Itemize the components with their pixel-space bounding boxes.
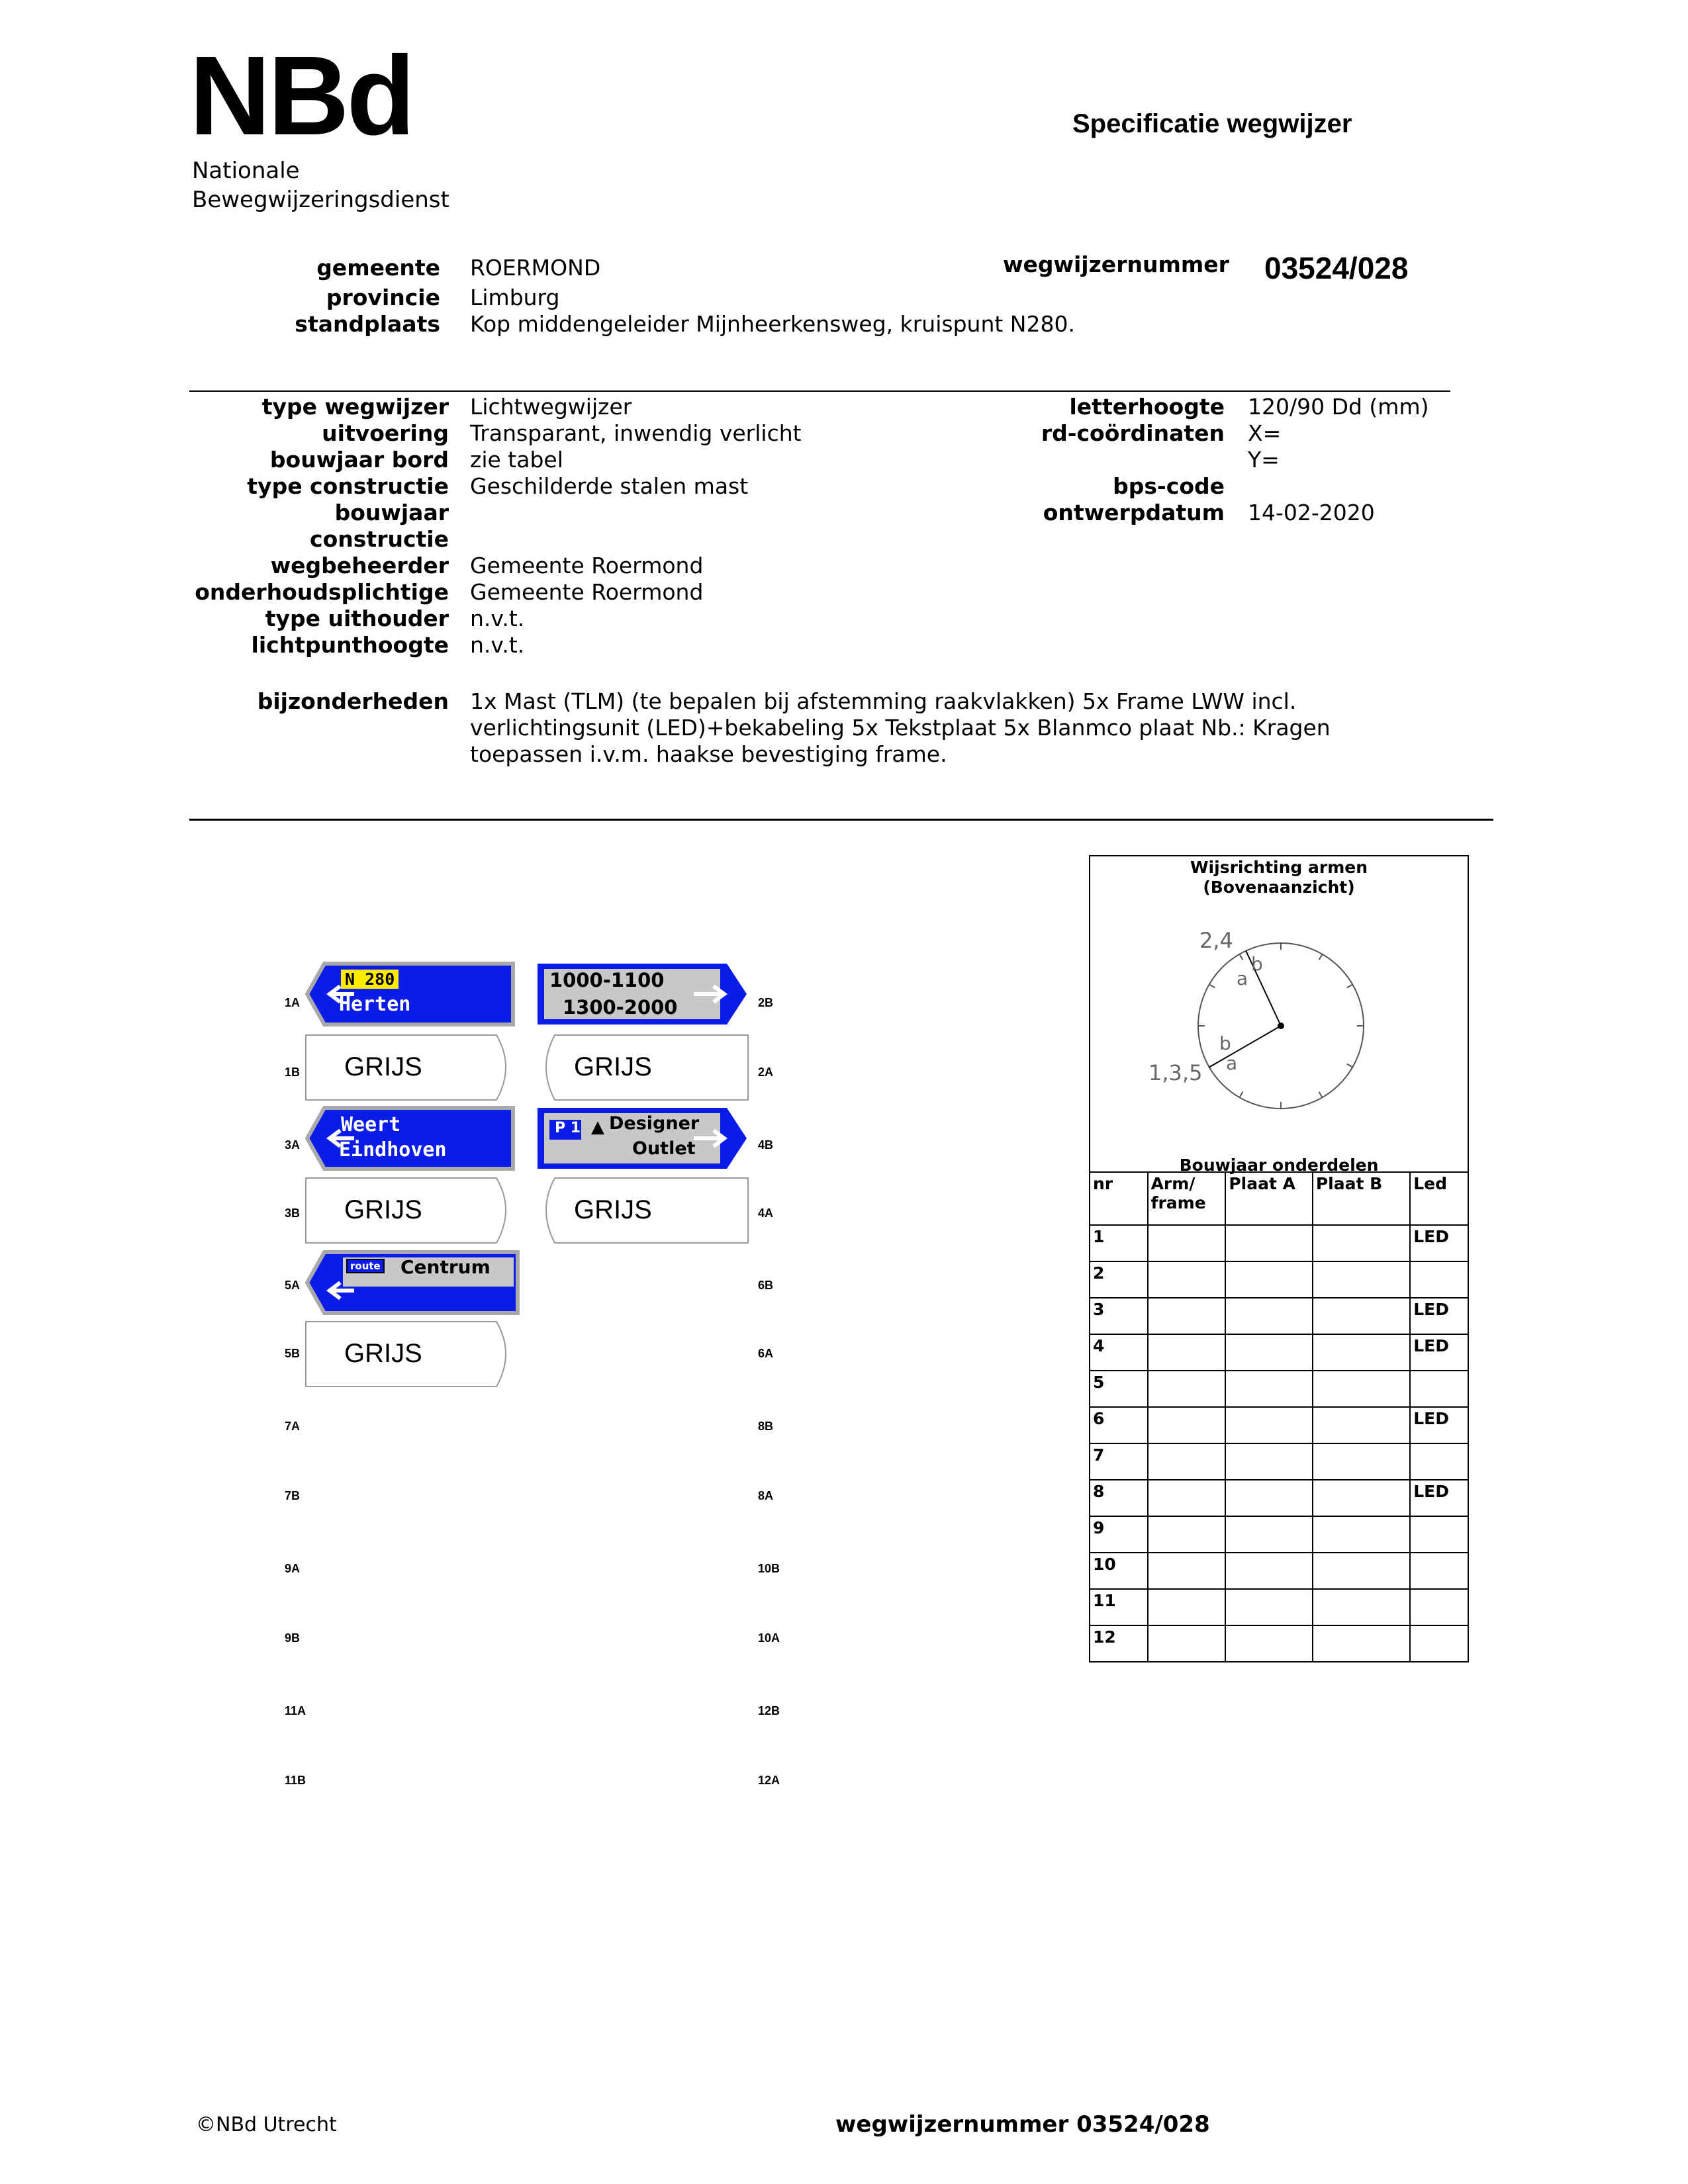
compass-tick — [1319, 954, 1323, 960]
gemeente-label: gemeente — [316, 255, 440, 281]
cell-plaat-b — [1313, 1261, 1410, 1298]
sign-row-label-left: 9B — [285, 1631, 301, 1645]
sign-2b-line-1: 1000-1100 — [549, 969, 665, 991]
table-row — [1090, 1225, 1468, 1261]
col-arm-frame: Arm/ frame — [1148, 1172, 1226, 1225]
bouwjaar-constructie-label-1: bouwjaar — [334, 500, 449, 525]
arm-bottom-a: a — [1226, 1052, 1238, 1074]
sign-row-label-left: 5A — [285, 1279, 301, 1292]
col-plaat-a: Plaat A — [1225, 1172, 1313, 1225]
cell-plaat-a — [1225, 1625, 1313, 1662]
sign-row-label-right: 12B — [758, 1704, 780, 1717]
cell-plaat-a — [1225, 1516, 1313, 1553]
cell-led — [1410, 1625, 1468, 1662]
arm-bottom-b: b — [1219, 1032, 1231, 1054]
footer-wegwijzernummer: wegwijzernummer 03524/028 — [835, 2111, 1210, 2138]
letterhoogte-label: letterhoogte — [1069, 394, 1225, 420]
cell-arm-frame — [1148, 1261, 1226, 1298]
bijzonderheden-line-2: verlichtingsunit (LED)+bekabeling 5x Tekstplaat 5x Blanmco plaat Nb.: Kragen — [470, 715, 1331, 741]
cell-nr: 3 — [1090, 1298, 1148, 1334]
type-uithouder-value: n.v.t. — [470, 606, 525, 631]
rd-coordinaten-label: rd-coördinaten — [1041, 420, 1225, 446]
sign-4b-parking-badge: P 1 — [555, 1120, 581, 1136]
tree-icon: ▲ — [591, 1117, 604, 1137]
cell-nr: 12 — [1090, 1625, 1148, 1662]
sign-row-label-left: 11B — [285, 1774, 306, 1787]
arm-top-b: b — [1251, 953, 1263, 975]
cell-led: LED — [1410, 1407, 1468, 1443]
sign-row-label-right: 2A — [758, 1066, 774, 1079]
type-uithouder-label: type uithouder — [265, 606, 449, 631]
sign-2a-text: GRIJS — [574, 1052, 652, 1081]
cell-arm-frame — [1148, 1625, 1226, 1662]
ontwerpdatum-value: 14-02-2020 — [1248, 500, 1375, 525]
sign-row-label-left: 5B — [285, 1347, 301, 1360]
sign-row-label-left: 7B — [285, 1489, 301, 1502]
sign-row-label-left: 1A — [285, 996, 301, 1009]
bijzonderheden-label: bijzonderheden — [257, 688, 449, 714]
standplaats-label: standplaats — [295, 311, 440, 337]
cell-arm-frame — [1148, 1225, 1226, 1261]
compass-label-top: 2,4 — [1199, 928, 1233, 953]
rd-x-value: X= — [1248, 420, 1282, 446]
cell-led — [1410, 1261, 1468, 1298]
cell-arm-frame — [1148, 1298, 1226, 1334]
onderhoudsplichtige-label: onderhoudsplichtige — [195, 579, 449, 605]
sign-3b-text: GRIJS — [344, 1195, 422, 1224]
cell-nr: 4 — [1090, 1334, 1148, 1371]
sign-row-label-left: 3B — [285, 1206, 301, 1220]
sign-row-label-right: 2B — [758, 996, 774, 1009]
cell-plaat-b — [1313, 1407, 1410, 1443]
col-led: Led — [1410, 1172, 1468, 1225]
cell-arm-frame — [1148, 1407, 1226, 1443]
bijzonderheden-line-1: 1x Mast (TLM) (te bepalen bij afstemming raakvlakken) 5x Frame LWW incl. — [470, 688, 1297, 714]
cell-plaat-b — [1313, 1371, 1410, 1407]
table-row — [1090, 1553, 1468, 1589]
letterhoogte-value: 120/90 Dd (mm) — [1248, 394, 1429, 420]
wegwijzernummer-label: wegwijzernummer — [1003, 251, 1229, 277]
bouwjaar-constructie-label-2: constructie — [310, 526, 449, 552]
sign-1b-text: GRIJS — [344, 1052, 422, 1081]
wijsrichting-subtitle: (Bovenaanzicht) — [1203, 878, 1355, 897]
cell-plaat-a — [1225, 1407, 1313, 1443]
bijzonderheden-line-3: toepassen i.v.m. haakse bevestiging frame. — [470, 741, 947, 767]
sign-row-label-right: 4A — [758, 1206, 774, 1220]
compass-tick — [1347, 1064, 1353, 1068]
cell-led — [1410, 1371, 1468, 1407]
cell-plaat-b — [1313, 1625, 1410, 1662]
cell-led — [1410, 1516, 1468, 1553]
bouwjaar-header-row — [1090, 1172, 1468, 1225]
cell-nr: 9 — [1090, 1516, 1148, 1553]
sign-5a-route-badge: route — [346, 1259, 385, 1273]
wegbeheerder-value: Gemeente Roermond — [470, 553, 704, 578]
cell-plaat-a — [1225, 1298, 1313, 1334]
sign-row-label-right: 12A — [758, 1774, 780, 1787]
bouwjaar-table — [1089, 1171, 1469, 1662]
sign-3a-line-2: Eindhoven — [339, 1138, 447, 1161]
sign-4b-line-2: Outlet — [632, 1138, 696, 1159]
sign-row-label-right: 6A — [758, 1347, 774, 1360]
cell-arm-frame — [1148, 1371, 1226, 1407]
table-row — [1090, 1407, 1468, 1443]
cell-plaat-a — [1225, 1261, 1313, 1298]
cell-nr: 11 — [1090, 1589, 1148, 1625]
uitvoering-label: uitvoering — [322, 420, 449, 446]
cell-nr: 7 — [1090, 1443, 1148, 1480]
provincie-label: provincie — [326, 285, 440, 310]
cell-plaat-a — [1225, 1480, 1313, 1516]
bps-code-label: bps-code — [1113, 473, 1225, 499]
cell-plaat-b — [1313, 1516, 1410, 1553]
wegwijzernummer-value: 03524/028 — [1264, 251, 1409, 285]
logo-subtitle-1: Nationale — [192, 158, 300, 184]
table-row — [1090, 1261, 1468, 1298]
table-row — [1090, 1480, 1468, 1516]
cell-nr: 10 — [1090, 1553, 1148, 1589]
cell-plaat-b — [1313, 1225, 1410, 1261]
sign-row-label-right: 4B — [758, 1138, 774, 1152]
cell-led: LED — [1410, 1480, 1468, 1516]
table-row — [1090, 1516, 1468, 1553]
cell-led: LED — [1410, 1298, 1468, 1334]
cell-plaat-a — [1225, 1334, 1313, 1371]
sign-4a-text: GRIJS — [574, 1195, 652, 1224]
cell-led — [1410, 1443, 1468, 1480]
rd-y-value: Y= — [1248, 447, 1280, 473]
divider-top — [189, 390, 1450, 392]
footer-copyright: ©NBd Utrecht — [196, 2113, 337, 2136]
lichtpunthoogte-value: n.v.t. — [470, 632, 525, 658]
cell-plaat-b — [1313, 1480, 1410, 1516]
cell-arm-frame — [1148, 1553, 1226, 1589]
compass-tick — [1209, 985, 1215, 988]
cell-arm-frame — [1148, 1480, 1226, 1516]
cell-led — [1410, 1553, 1468, 1589]
compass-label-bottom: 1,3,5 — [1149, 1060, 1203, 1085]
type-constructie-label: type constructie — [247, 473, 449, 499]
type-wegwijzer-value: Lichtwegwijzer — [470, 394, 632, 420]
onderhoudsplichtige-value: Gemeente Roermond — [470, 579, 704, 605]
uitvoering-value: Transparant, inwendig verlicht — [470, 420, 802, 446]
table-row — [1090, 1589, 1468, 1625]
table-row — [1090, 1625, 1468, 1662]
table-row — [1090, 1298, 1468, 1334]
compass-tick — [1240, 954, 1243, 960]
provincie-value: Limburg — [470, 285, 560, 310]
lichtpunthoogte-label: lichtpunthoogte — [251, 632, 449, 658]
cell-plaat-a — [1225, 1443, 1313, 1480]
logo-subtitle-2: Bewegwijzeringsdienst — [192, 187, 449, 213]
table-row — [1090, 1371, 1468, 1407]
cell-nr: 5 — [1090, 1371, 1148, 1407]
sign-row-label-left: 9A — [285, 1562, 301, 1575]
compass-dial — [1125, 913, 1443, 1125]
sign-3a-line-1: Weert — [341, 1113, 401, 1136]
col-nr: nr — [1090, 1172, 1148, 1225]
cell-arm-frame — [1148, 1334, 1226, 1371]
cell-plaat-a — [1225, 1371, 1313, 1407]
type-wegwijzer-label: type wegwijzer — [261, 394, 449, 420]
cell-plaat-b — [1313, 1589, 1410, 1625]
sign-4b-line-1: Designer — [609, 1113, 700, 1134]
compass-tick — [1347, 985, 1353, 988]
table-row — [1090, 1443, 1468, 1480]
sign-row-label-left: 3A — [285, 1138, 301, 1152]
compass-tick — [1240, 1092, 1243, 1098]
cell-nr: 6 — [1090, 1407, 1148, 1443]
sign-row-label-right: 8B — [758, 1420, 774, 1433]
sign-row-label-left: 7A — [285, 1420, 301, 1433]
bouwjaar-bord-value: zie tabel — [470, 447, 563, 473]
compass-center — [1278, 1023, 1284, 1029]
bouwjaar-title: Bouwjaar onderdelen — [1179, 1156, 1379, 1175]
cell-arm-frame — [1148, 1516, 1226, 1553]
cell-led: LED — [1410, 1334, 1468, 1371]
arm-top-a: a — [1237, 968, 1248, 989]
cell-plaat-b — [1313, 1334, 1410, 1371]
wijsrichting-title: Wijsrichting armen — [1190, 858, 1368, 877]
sign-row-label-right: 8A — [758, 1489, 774, 1502]
sign-row-label-left: 1B — [285, 1066, 301, 1079]
divider-bottom — [189, 819, 1493, 821]
cell-arm-frame — [1148, 1589, 1226, 1625]
sign-1a-road-badge: N 280 — [341, 970, 399, 989]
sign-row-label-left: 11A — [285, 1704, 306, 1717]
sign-5b-text: GRIJS — [344, 1339, 422, 1368]
bouwjaar-bord-label: bouwjaar bord — [269, 447, 449, 473]
cell-nr: 8 — [1090, 1480, 1148, 1516]
sign-2b-line-2: 1300-2000 — [563, 996, 678, 1019]
cell-plaat-a — [1225, 1553, 1313, 1589]
cell-plaat-a — [1225, 1589, 1313, 1625]
sign-row-label-right: 10A — [758, 1631, 780, 1645]
cell-plaat-b — [1313, 1553, 1410, 1589]
cell-nr: 2 — [1090, 1261, 1148, 1298]
cell-plaat-b — [1313, 1298, 1410, 1334]
wegbeheerder-label: wegbeheerder — [270, 553, 449, 578]
type-constructie-value: Geschilderde stalen mast — [470, 473, 749, 499]
cell-led: LED — [1410, 1225, 1468, 1261]
cell-plaat-b — [1313, 1443, 1410, 1480]
sign-row-label-right: 10B — [758, 1562, 780, 1575]
gemeente-value: ROERMOND — [470, 255, 601, 281]
col-plaat-b: Plaat B — [1313, 1172, 1410, 1225]
cell-plaat-a — [1225, 1225, 1313, 1261]
standplaats-value: Kop middengeleider Mijnheerkensweg, kruispunt N280. — [470, 311, 1075, 337]
sign-1a-text: Herten — [339, 993, 411, 1016]
cell-led — [1410, 1589, 1468, 1625]
sign-5a-text: Centrum — [400, 1256, 491, 1278]
cell-arm-frame — [1148, 1443, 1226, 1480]
ontwerpdatum-label: ontwerpdatum — [1043, 500, 1225, 525]
sign-row-label-right: 6B — [758, 1279, 774, 1292]
cell-nr: 1 — [1090, 1225, 1148, 1261]
table-row — [1090, 1334, 1468, 1371]
nbd-logo: NBd — [189, 33, 413, 159]
document-title: Specificatie wegwijzer — [1072, 109, 1352, 138]
compass-tick — [1319, 1092, 1323, 1098]
